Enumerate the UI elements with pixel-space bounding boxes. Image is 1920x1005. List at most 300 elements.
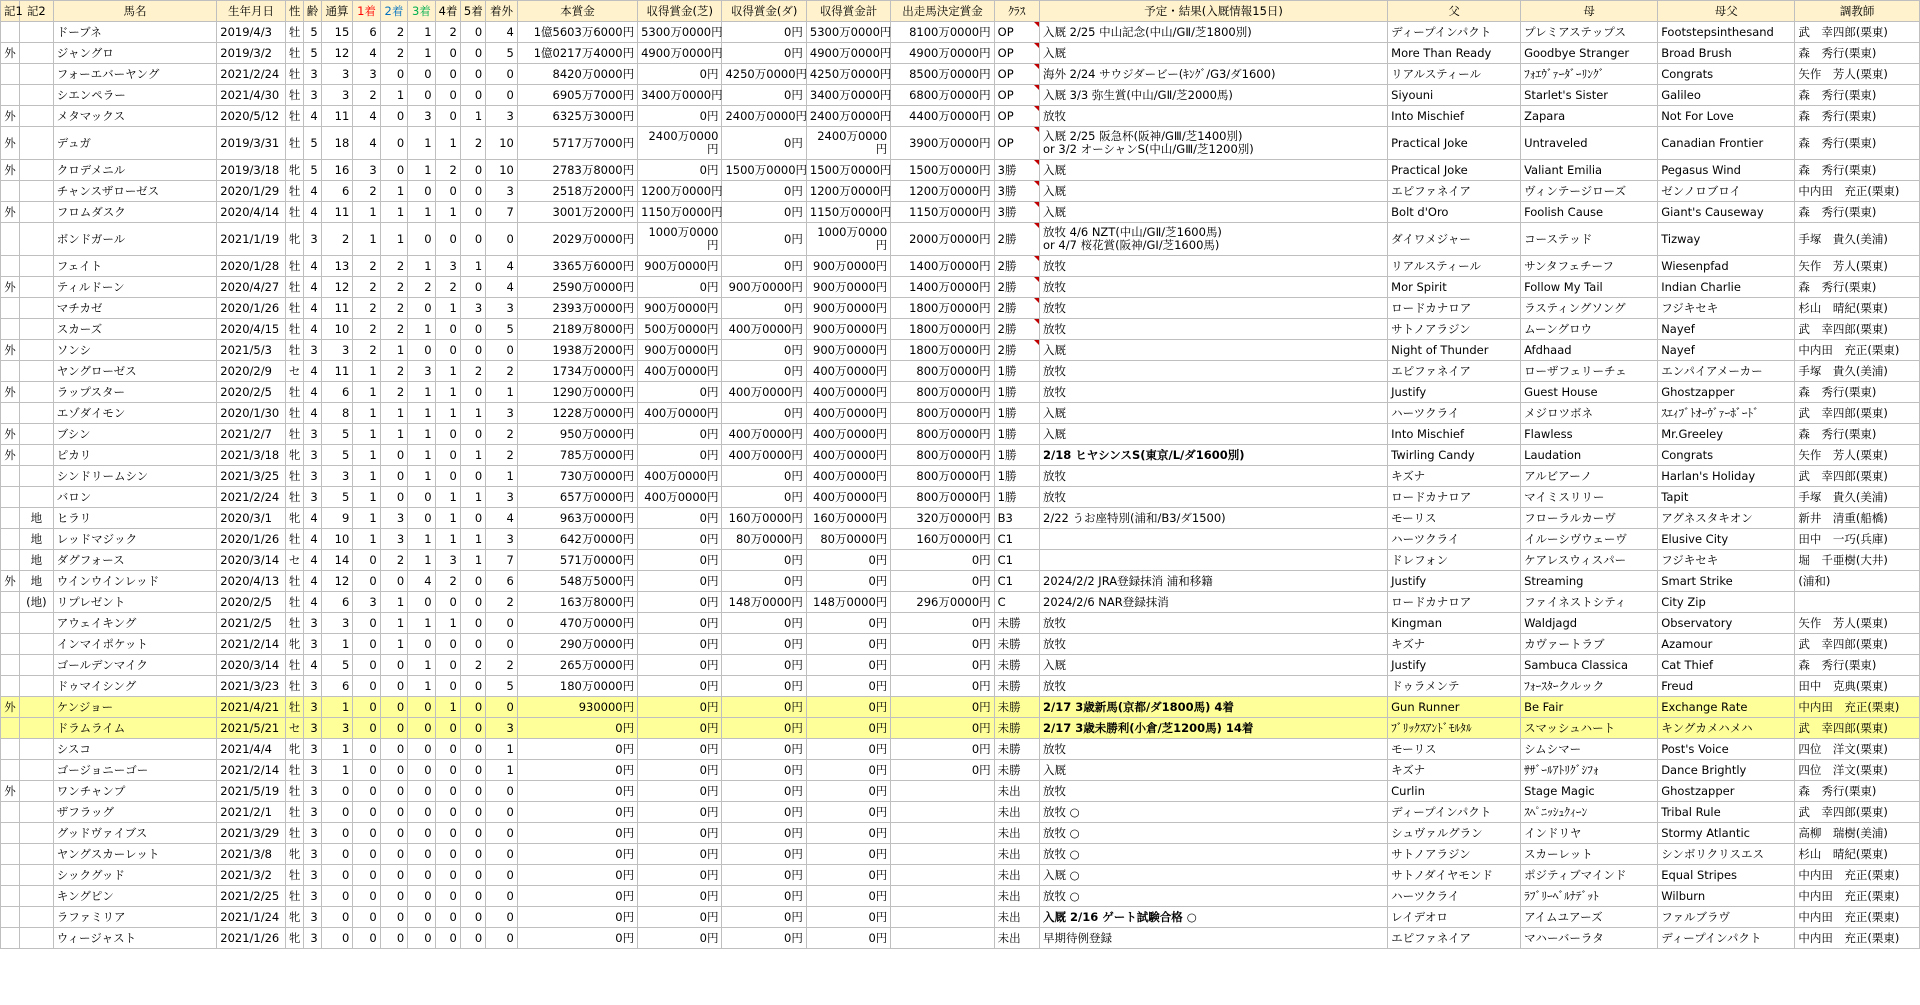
cell-mark1[interactable] [1, 319, 20, 340]
cell-wins[interactable]: 1 [353, 202, 380, 223]
cell-fourths[interactable]: 0 [435, 223, 460, 256]
col-header-dam[interactable]: 母 [1521, 1, 1658, 22]
cell-dam[interactable]: ファイネストシティ [1521, 592, 1658, 613]
cell-prize-money[interactable]: 0円 [517, 802, 637, 823]
cell-earned-total[interactable]: 1150万0000円 [806, 202, 890, 223]
cell-fifths[interactable]: 0 [460, 823, 485, 844]
cell-earned-turf[interactable]: 0円 [638, 781, 722, 802]
cell-plan-result[interactable]: 入厩 3/3 弥生賞(中山/GⅡ/芝2000馬) [1040, 85, 1388, 106]
cell-horse-name[interactable]: ラップスター [53, 382, 217, 403]
cell-age[interactable]: 3 [303, 823, 321, 844]
cell-earned-dirt[interactable]: 0円 [722, 655, 806, 676]
cell-wins[interactable]: 1 [353, 382, 380, 403]
cell-sex[interactable]: 牝 [285, 844, 303, 865]
cell-damsire[interactable]: エンパイアメーカー [1658, 361, 1795, 382]
cell-earned-turf[interactable]: 0円 [638, 865, 722, 886]
cell-seconds[interactable]: 1 [380, 592, 407, 613]
cell-trainer[interactable]: 森 秀行(栗東) [1795, 424, 1920, 445]
cell-mark2[interactable] [19, 160, 53, 181]
cell-prize-money[interactable]: 1億0217万4000円 [517, 43, 637, 64]
cell-trainer[interactable]: 田中 一巧(兵庫) [1795, 529, 1920, 550]
cell-thirds[interactable]: 1 [408, 676, 435, 697]
cell-unplaced[interactable]: 0 [486, 886, 518, 907]
cell-plan-result[interactable]: 放牧 [1040, 487, 1388, 508]
cell-earned-dirt[interactable]: 0円 [722, 361, 806, 382]
cell-unplaced[interactable]: 3 [486, 298, 518, 319]
cell-sire[interactable]: Night of Thunder [1388, 340, 1521, 361]
cell-thirds[interactable]: 1 [408, 256, 435, 277]
cell-age[interactable]: 3 [303, 676, 321, 697]
cell-earned-total[interactable]: 4900万0000円 [806, 43, 890, 64]
cell-earned-total[interactable]: 0円 [806, 739, 890, 760]
cell-damsire[interactable]: Wiesenpfad [1658, 256, 1795, 277]
cell-birth-date[interactable]: 2021/2/1 [217, 802, 286, 823]
col-header-sire[interactable]: 父 [1388, 1, 1521, 22]
cell-wins[interactable]: 0 [353, 655, 380, 676]
cell-sex[interactable]: 牡 [285, 655, 303, 676]
cell-prize-money[interactable]: 0円 [517, 718, 637, 739]
cell-qualifying-prize[interactable]: 800万0000円 [891, 382, 994, 403]
cell-sex[interactable]: 牝 [285, 160, 303, 181]
cell-thirds[interactable]: 0 [408, 823, 435, 844]
cell-age[interactable]: 4 [303, 298, 321, 319]
cell-mark2[interactable] [19, 697, 53, 718]
cell-horse-name[interactable]: ブシン [53, 424, 217, 445]
cell-mark2[interactable] [19, 739, 53, 760]
cell-trainer[interactable]: 森 秀行(栗東) [1795, 202, 1920, 223]
cell-damsire[interactable]: Freud [1658, 676, 1795, 697]
cell-total-starts[interactable]: 1 [321, 697, 353, 718]
cell-unplaced[interactable]: 0 [486, 613, 518, 634]
cell-unplaced[interactable]: 1 [486, 466, 518, 487]
cell-unplaced[interactable]: 0 [486, 340, 518, 361]
cell-fourths[interactable]: 2 [435, 277, 460, 298]
cell-earned-total[interactable]: 0円 [806, 676, 890, 697]
cell-fourths[interactable]: 2 [435, 571, 460, 592]
cell-fifths[interactable]: 1 [460, 106, 485, 127]
cell-plan-result[interactable]: 入厩 [1040, 655, 1388, 676]
cell-earned-turf[interactable]: 900万0000円 [638, 298, 722, 319]
cell-wins[interactable]: 0 [353, 697, 380, 718]
cell-qualifying-prize[interactable]: 1800万0000円 [891, 319, 994, 340]
cell-unplaced[interactable]: 0 [486, 85, 518, 106]
cell-earned-turf[interactable]: 0円 [638, 655, 722, 676]
cell-age[interactable]: 3 [303, 64, 321, 85]
cell-mark1[interactable] [1, 64, 20, 85]
cell-damsire[interactable]: Nayef [1658, 319, 1795, 340]
cell-qualifying-prize[interactable] [891, 844, 994, 865]
cell-trainer[interactable]: 矢作 芳人(栗東) [1795, 64, 1920, 85]
cell-thirds[interactable]: 0 [408, 907, 435, 928]
cell-earned-dirt[interactable]: 0円 [722, 403, 806, 424]
cell-plan-result[interactable]: 2/17 3歳新馬(京都/ダ1800馬) 4着 [1040, 697, 1388, 718]
cell-mark1[interactable] [1, 907, 20, 928]
cell-fourths[interactable]: 1 [435, 202, 460, 223]
cell-damsire[interactable]: Not For Love [1658, 106, 1795, 127]
cell-earned-dirt[interactable]: 0円 [722, 550, 806, 571]
cell-sire[interactable]: Twirling Candy [1388, 445, 1521, 466]
cell-qualifying-prize[interactable]: 1800万0000円 [891, 298, 994, 319]
cell-age[interactable]: 4 [303, 550, 321, 571]
cell-prize-money[interactable]: 1228万0000円 [517, 403, 637, 424]
cell-horse-name[interactable]: シスコ [53, 739, 217, 760]
cell-thirds[interactable]: 1 [408, 445, 435, 466]
cell-wins[interactable]: 0 [353, 613, 380, 634]
cell-plan-result[interactable]: 早期待例登録 [1040, 928, 1388, 949]
cell-mark2[interactable] [19, 340, 53, 361]
cell-birth-date[interactable]: 2019/3/2 [217, 43, 286, 64]
cell-dam[interactable]: ケアレスウィスパー [1521, 550, 1658, 571]
cell-earned-dirt[interactable]: 400万0000円 [722, 445, 806, 466]
cell-fifths[interactable]: 0 [460, 571, 485, 592]
cell-birth-date[interactable]: 2020/1/30 [217, 403, 286, 424]
cell-thirds[interactable]: 0 [408, 298, 435, 319]
cell-damsire[interactable]: Canadian Frontier [1658, 127, 1795, 160]
cell-earned-dirt[interactable]: 0円 [722, 85, 806, 106]
cell-sire[interactable]: Practical Joke [1388, 160, 1521, 181]
cell-total-starts[interactable]: 0 [321, 802, 353, 823]
cell-sire[interactable]: More Than Ready [1388, 43, 1521, 64]
cell-sex[interactable]: 牡 [285, 277, 303, 298]
cell-age[interactable]: 4 [303, 529, 321, 550]
cell-mark1[interactable]: 外 [1, 106, 20, 127]
cell-fifths[interactable]: 0 [460, 85, 485, 106]
cell-sire[interactable]: レイデオロ [1388, 907, 1521, 928]
cell-sex[interactable]: 牡 [285, 823, 303, 844]
cell-mark2[interactable] [19, 382, 53, 403]
cell-fifths[interactable]: 0 [460, 22, 485, 43]
cell-trainer[interactable]: 矢作 芳人(栗東) [1795, 613, 1920, 634]
cell-thirds[interactable]: 0 [408, 508, 435, 529]
cell-mark1[interactable] [1, 676, 20, 697]
cell-class[interactable]: 未勝 [994, 739, 1039, 760]
cell-mark2[interactable] [19, 760, 53, 781]
cell-mark1[interactable]: 外 [1, 382, 20, 403]
cell-thirds[interactable]: 0 [408, 85, 435, 106]
cell-mark2[interactable] [19, 634, 53, 655]
cell-earned-total[interactable]: 0円 [806, 550, 890, 571]
cell-mark2[interactable] [19, 106, 53, 127]
cell-qualifying-prize[interactable]: 800万0000円 [891, 361, 994, 382]
cell-fifths[interactable]: 0 [460, 382, 485, 403]
cell-trainer[interactable]: 手塚 貴久(美浦) [1795, 361, 1920, 382]
cell-wins[interactable]: 0 [353, 886, 380, 907]
cell-class[interactable]: 1勝 [994, 382, 1039, 403]
cell-class[interactable]: 未出 [994, 823, 1039, 844]
cell-total-starts[interactable]: 12 [321, 571, 353, 592]
cell-unplaced[interactable]: 0 [486, 907, 518, 928]
cell-birth-date[interactable]: 2020/3/14 [217, 655, 286, 676]
cell-mark2[interactable] [19, 865, 53, 886]
cell-earned-total[interactable]: 2400万0000円 [806, 106, 890, 127]
cell-birth-date[interactable]: 2021/3/8 [217, 844, 286, 865]
cell-wins[interactable]: 1 [353, 445, 380, 466]
cell-plan-result[interactable]: 入厩 [1040, 202, 1388, 223]
cell-fifths[interactable]: 0 [460, 739, 485, 760]
cell-sex[interactable]: 牡 [285, 202, 303, 223]
cell-dam[interactable]: アルビアーノ [1521, 466, 1658, 487]
cell-earned-turf[interactable]: 0円 [638, 613, 722, 634]
cell-earned-turf[interactable]: 5300万0000円 [638, 22, 722, 43]
col-header-horse-name[interactable]: 馬名 [53, 1, 217, 22]
cell-fourths[interactable]: 0 [435, 85, 460, 106]
cell-class[interactable]: OP [994, 127, 1039, 160]
cell-plan-result[interactable]: 放牧 [1040, 256, 1388, 277]
cell-earned-dirt[interactable]: 400万0000円 [722, 319, 806, 340]
cell-damsire[interactable]: フジキセキ [1658, 550, 1795, 571]
cell-earned-dirt[interactable]: 0円 [722, 823, 806, 844]
cell-age[interactable]: 4 [303, 655, 321, 676]
cell-trainer[interactable]: (浦和) [1795, 571, 1920, 592]
cell-horse-name[interactable]: フォーエバーヤング [53, 64, 217, 85]
cell-class[interactable]: OP [994, 85, 1039, 106]
cell-mark1[interactable] [1, 466, 20, 487]
cell-total-starts[interactable]: 10 [321, 319, 353, 340]
cell-wins[interactable]: 1 [353, 529, 380, 550]
cell-seconds[interactable]: 0 [380, 697, 407, 718]
cell-qualifying-prize[interactable]: 3900万0000円 [891, 127, 994, 160]
cell-fifths[interactable]: 0 [460, 928, 485, 949]
cell-earned-dirt[interactable]: 0円 [722, 613, 806, 634]
cell-class[interactable]: 3勝 [994, 160, 1039, 181]
col-header-fourths[interactable]: 4着 [435, 1, 460, 22]
cell-mark1[interactable] [1, 550, 20, 571]
cell-class[interactable]: 未勝 [994, 697, 1039, 718]
cell-trainer[interactable]: 武 幸四郎(栗東) [1795, 718, 1920, 739]
cell-earned-dirt[interactable]: 0円 [722, 676, 806, 697]
cell-dam[interactable]: Goodbye Stranger [1521, 43, 1658, 64]
cell-dam[interactable]: Guest House [1521, 382, 1658, 403]
cell-birth-date[interactable]: 2021/4/21 [217, 697, 286, 718]
cell-seconds[interactable]: 0 [380, 466, 407, 487]
cell-birth-date[interactable]: 2021/2/25 [217, 886, 286, 907]
cell-earned-dirt[interactable]: 400万0000円 [722, 382, 806, 403]
cell-total-starts[interactable]: 12 [321, 43, 353, 64]
cell-sire[interactable]: Justify [1388, 571, 1521, 592]
cell-birth-date[interactable]: 2020/3/1 [217, 508, 286, 529]
cell-earned-total[interactable]: 1000万0000円 [806, 223, 890, 256]
cell-fifths[interactable]: 0 [460, 760, 485, 781]
cell-dam[interactable]: ﾌｫｴｳﾞｧｰﾀﾞｰﾘﾝｸﾞ [1521, 64, 1658, 85]
cell-damsire[interactable]: Ghostzapper [1658, 382, 1795, 403]
cell-trainer[interactable]: 森 秀行(栗東) [1795, 277, 1920, 298]
cell-earned-turf[interactable]: 0円 [638, 382, 722, 403]
cell-qualifying-prize[interactable]: 800万0000円 [891, 487, 994, 508]
cell-plan-result[interactable]: 入厩 [1040, 340, 1388, 361]
cell-class[interactable]: 未出 [994, 844, 1039, 865]
cell-thirds[interactable]: 0 [408, 802, 435, 823]
cell-fifths[interactable]: 0 [460, 319, 485, 340]
cell-sex[interactable]: 牡 [285, 382, 303, 403]
cell-prize-money[interactable]: 3001万2000円 [517, 202, 637, 223]
cell-earned-total[interactable]: 160万0000円 [806, 508, 890, 529]
cell-plan-result[interactable]: 放牧 ○ [1040, 802, 1388, 823]
cell-mark1[interactable]: 外 [1, 43, 20, 64]
cell-fourths[interactable]: 0 [435, 718, 460, 739]
cell-sex[interactable]: 牝 [285, 634, 303, 655]
cell-earned-dirt[interactable]: 0円 [722, 487, 806, 508]
cell-wins[interactable]: 0 [353, 823, 380, 844]
cell-unplaced[interactable]: 2 [486, 445, 518, 466]
cell-dam[interactable]: アイムユアーズ [1521, 907, 1658, 928]
cell-fifths[interactable]: 1 [460, 256, 485, 277]
cell-fourths[interactable]: 0 [435, 106, 460, 127]
cell-qualifying-prize[interactable] [891, 823, 994, 844]
cell-sex[interactable]: 牡 [285, 256, 303, 277]
cell-damsire[interactable]: Observatory [1658, 613, 1795, 634]
cell-mark1[interactable] [1, 718, 20, 739]
cell-qualifying-prize[interactable] [891, 886, 994, 907]
cell-wins[interactable]: 0 [353, 865, 380, 886]
cell-horse-name[interactable]: クロデメニル [53, 160, 217, 181]
cell-mark2[interactable] [19, 202, 53, 223]
col-header-sex[interactable]: 性 [285, 1, 303, 22]
cell-damsire[interactable]: Dance Brightly [1658, 760, 1795, 781]
cell-earned-dirt[interactable]: 0円 [722, 256, 806, 277]
cell-age[interactable]: 4 [303, 571, 321, 592]
cell-age[interactable]: 3 [303, 739, 321, 760]
cell-fourths[interactable]: 0 [435, 802, 460, 823]
cell-fourths[interactable]: 2 [435, 22, 460, 43]
cell-earned-turf[interactable]: 0円 [638, 634, 722, 655]
cell-class[interactable]: 3勝 [994, 202, 1039, 223]
cell-age[interactable]: 5 [303, 160, 321, 181]
cell-horse-name[interactable]: エゾダイモン [53, 403, 217, 424]
cell-fifths[interactable]: 0 [460, 592, 485, 613]
cell-horse-name[interactable]: シックグッド [53, 865, 217, 886]
cell-earned-total[interactable]: 900万0000円 [806, 319, 890, 340]
cell-total-starts[interactable]: 1 [321, 760, 353, 781]
cell-prize-money[interactable]: 2518万2000円 [517, 181, 637, 202]
cell-sex[interactable]: 牡 [285, 424, 303, 445]
cell-fifths[interactable]: 0 [460, 340, 485, 361]
cell-fourths[interactable]: 1 [435, 403, 460, 424]
cell-sire[interactable]: Justify [1388, 655, 1521, 676]
cell-total-starts[interactable]: 14 [321, 550, 353, 571]
cell-unplaced[interactable]: 0 [486, 64, 518, 85]
cell-earned-turf[interactable]: 0円 [638, 529, 722, 550]
cell-sire[interactable]: エピファネイア [1388, 361, 1521, 382]
cell-earned-total[interactable]: 0円 [806, 781, 890, 802]
cell-thirds[interactable]: 1 [408, 424, 435, 445]
cell-earned-turf[interactable]: 0円 [638, 802, 722, 823]
cell-total-starts[interactable]: 3 [321, 466, 353, 487]
cell-mark1[interactable] [1, 613, 20, 634]
col-header-fifths[interactable]: 5着 [460, 1, 485, 22]
cell-thirds[interactable]: 2 [408, 277, 435, 298]
cell-fifths[interactable]: 0 [460, 160, 485, 181]
cell-fifths[interactable]: 2 [460, 127, 485, 160]
cell-sex[interactable]: 牡 [285, 697, 303, 718]
cell-earned-dirt[interactable]: 0円 [722, 718, 806, 739]
cell-prize-money[interactable]: 1938万2000円 [517, 340, 637, 361]
cell-age[interactable]: 3 [303, 718, 321, 739]
cell-class[interactable]: 2勝 [994, 298, 1039, 319]
cell-fifths[interactable]: 0 [460, 634, 485, 655]
cell-earned-total[interactable]: 400万0000円 [806, 466, 890, 487]
cell-unplaced[interactable]: 10 [486, 160, 518, 181]
cell-trainer[interactable]: 中内田 充正(栗東) [1795, 928, 1920, 949]
cell-unplaced[interactable]: 7 [486, 550, 518, 571]
col-header-trainer[interactable]: 調教師 [1795, 1, 1920, 22]
cell-wins[interactable]: 1 [353, 466, 380, 487]
cell-sex[interactable]: 牡 [285, 487, 303, 508]
cell-earned-dirt[interactable]: 0円 [722, 760, 806, 781]
cell-horse-name[interactable]: ヒラリ [53, 508, 217, 529]
cell-sex[interactable]: 牡 [285, 886, 303, 907]
cell-fourths[interactable]: 0 [435, 319, 460, 340]
cell-dam[interactable]: Waldjagd [1521, 613, 1658, 634]
cell-seconds[interactable]: 0 [380, 781, 407, 802]
cell-unplaced[interactable]: 0 [486, 865, 518, 886]
cell-sire[interactable]: ディープインパクト [1388, 802, 1521, 823]
cell-unplaced[interactable]: 6 [486, 571, 518, 592]
cell-mark1[interactable] [1, 739, 20, 760]
cell-fourths[interactable]: 1 [435, 127, 460, 160]
cell-earned-turf[interactable]: 900万0000円 [638, 340, 722, 361]
cell-earned-turf[interactable]: 400万0000円 [638, 466, 722, 487]
cell-total-starts[interactable]: 3 [321, 613, 353, 634]
cell-sex[interactable]: 牡 [285, 781, 303, 802]
cell-mark1[interactable] [1, 592, 20, 613]
cell-trainer[interactable]: 武 幸四郎(栗東) [1795, 634, 1920, 655]
cell-seconds[interactable]: 0 [380, 865, 407, 886]
cell-earned-turf[interactable]: 0円 [638, 445, 722, 466]
cell-unplaced[interactable]: 2 [486, 424, 518, 445]
cell-earned-dirt[interactable]: 900万0000円 [722, 277, 806, 298]
cell-age[interactable]: 3 [303, 613, 321, 634]
cell-plan-result[interactable]: 2024/2/6 NAR登録抹消 [1040, 592, 1388, 613]
cell-dam[interactable]: マハーバーラタ [1521, 928, 1658, 949]
cell-mark2[interactable]: (地) [19, 592, 53, 613]
cell-sire[interactable]: Mor Spirit [1388, 277, 1521, 298]
cell-fourths[interactable]: 1 [435, 697, 460, 718]
cell-mark2[interactable] [19, 466, 53, 487]
cell-thirds[interactable]: 3 [408, 106, 435, 127]
cell-thirds[interactable]: 1 [408, 127, 435, 160]
cell-plan-result[interactable]: 放牧 ○ [1040, 823, 1388, 844]
cell-birth-date[interactable]: 2021/4/4 [217, 739, 286, 760]
cell-birth-date[interactable]: 2019/3/31 [217, 127, 286, 160]
cell-damsire[interactable]: Post's Voice [1658, 739, 1795, 760]
cell-sex[interactable]: 牡 [285, 802, 303, 823]
cell-trainer[interactable]: 森 秀行(栗東) [1795, 43, 1920, 64]
cell-sex[interactable]: セ [285, 361, 303, 382]
cell-age[interactable]: 4 [303, 361, 321, 382]
cell-sex[interactable]: 牡 [285, 571, 303, 592]
cell-thirds[interactable]: 0 [408, 739, 435, 760]
col-header-qualifying-prize[interactable]: 出走馬決定賞金 [891, 1, 994, 22]
cell-thirds[interactable]: 0 [408, 223, 435, 256]
cell-qualifying-prize[interactable] [891, 865, 994, 886]
cell-damsire[interactable]: フジキセキ [1658, 298, 1795, 319]
cell-qualifying-prize[interactable]: 800万0000円 [891, 445, 994, 466]
cell-dam[interactable]: Valiant Emilia [1521, 160, 1658, 181]
cell-mark2[interactable] [19, 928, 53, 949]
cell-dam[interactable]: スマッシュハート [1521, 718, 1658, 739]
cell-trainer[interactable]: 武 幸四郎(栗東) [1795, 466, 1920, 487]
cell-plan-result[interactable]: 海外 2/24 サウジダービー(ｷﾝｸﾞ/G3/ダ1600) [1040, 64, 1388, 85]
cell-mark1[interactable] [1, 181, 20, 202]
cell-prize-money[interactable]: 0円 [517, 886, 637, 907]
cell-total-starts[interactable]: 0 [321, 823, 353, 844]
col-header-earned-total[interactable]: 収得賞金計 [806, 1, 890, 22]
cell-fifths[interactable]: 2 [460, 655, 485, 676]
cell-sire[interactable]: シュヴァルグラン [1388, 823, 1521, 844]
cell-age[interactable]: 3 [303, 886, 321, 907]
cell-horse-name[interactable]: シンドリームシン [53, 466, 217, 487]
cell-fifths[interactable]: 0 [460, 844, 485, 865]
